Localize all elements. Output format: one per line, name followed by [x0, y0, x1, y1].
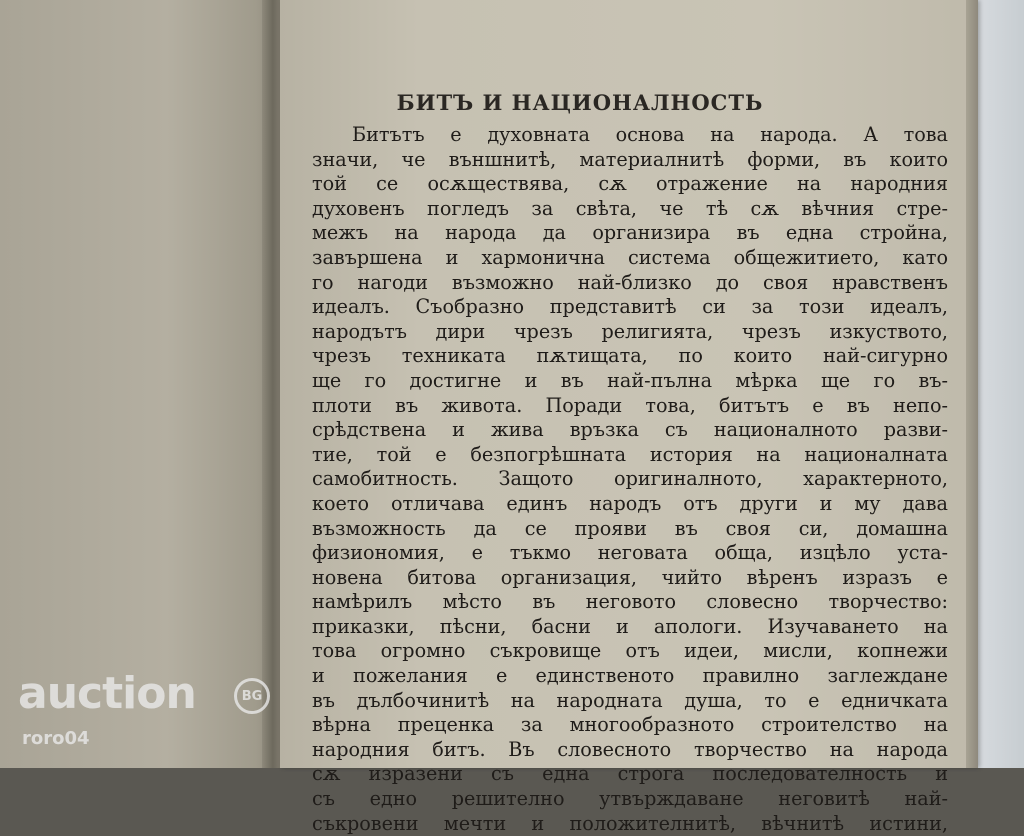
watermark-logo-text: auction [18, 668, 196, 719]
text-line: той се осѫществява, сѫ отражение на народния [312, 172, 948, 196]
text-line: го нагоди възможно най-близко до своя нравственъ [312, 270, 948, 294]
watermark-badge: BG [234, 678, 270, 714]
text-line: съ едно решително утвърждаване неговитѣ най- [312, 787, 948, 811]
text-line: приказки, пѣсни, басни и апологи. Изучаването на [312, 614, 948, 638]
text-line: което отличава единъ народъ отъ други и му дава [312, 491, 948, 515]
text-line: плоти въ живота. Поради това, битътъ е въ непо- [312, 393, 948, 417]
text-line: тие, той е безпогрѣшната история на националната [312, 442, 948, 466]
text-line: срѣдствена и жива връзка съ националното разви- [312, 418, 948, 442]
text-line: ще го достигне и въ най-пълна мѣрка ще го въ- [312, 368, 948, 392]
text-line: народътъ дири чрезъ религията, чрезъ изкуството, [312, 319, 948, 343]
left-book-page [0, 0, 278, 768]
text-line: вѣрна преценка за многообразното строителство на [312, 713, 948, 737]
page-edge [966, 0, 978, 768]
text-line: и пожелания е единственото правилно заглеждане [312, 664, 948, 688]
text-line: идеалъ. Съобразно представитѣ си за този идеалъ, [312, 295, 948, 319]
body-text [312, 123, 948, 836]
text-line: чрезъ техниката пѫтищата, по които най-сигурно [312, 344, 948, 368]
text-line: самобитность. Защото оригиналното, характерното, [312, 467, 948, 491]
page-title: БИТЪ И НАЦИОНАЛНОСТЬ [396, 90, 764, 115]
text-line: въ дълбочинитѣ на народната душа, то е едничката [312, 688, 948, 712]
text-line: възможность да се прояви въ своя си, домашна [312, 516, 948, 540]
text-line: значи, че външнитѣ, материалнитѣ форми, въ които [312, 147, 948, 171]
watermark [18, 668, 280, 758]
text-line: съкровени мечти и положителнитѣ, вѣчнитѣ истини, [312, 811, 948, 835]
text-line: намѣрилъ мѣсто въ неговото словесно творчество: [312, 590, 948, 614]
text-line: межъ на народа да организира въ една стройна, [312, 221, 948, 245]
text-line: новена битова организация, чийто вѣренъ изразъ е [312, 565, 948, 589]
text-line: духовенъ погледъ за свѣта, че тѣ сѫ вѣчния стре- [312, 196, 948, 220]
text-line: това огромно съкровище отъ идеи, мисли, копнежи [312, 639, 948, 663]
watermark-username: roro04 [22, 728, 90, 749]
text-line: физиономия, е тъкмо неговата обща, изцѣло уста- [312, 541, 948, 565]
text-line: народния битъ. Въ словесното творчество на народа [312, 737, 948, 761]
text-line: завършена и хармонична система общежитието, като [312, 245, 948, 269]
text-line: сѫ изразени съ една строга последователность и [312, 762, 948, 786]
text-line: Битътъ е духовната основа на народа. А това [352, 123, 948, 146]
